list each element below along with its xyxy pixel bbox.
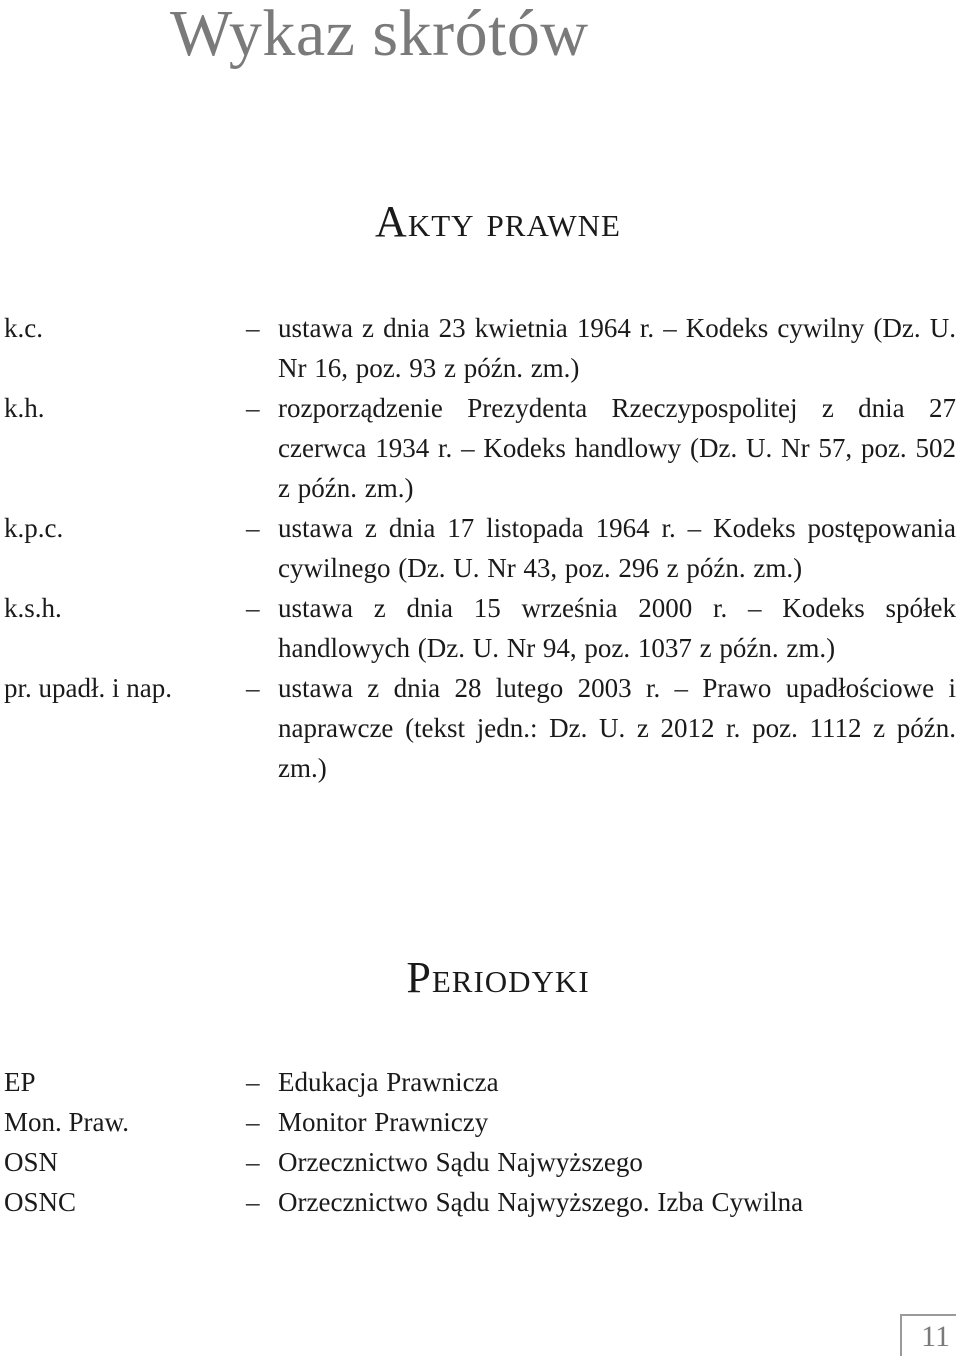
dash-separator: – [246, 593, 260, 623]
dash-separator: – [246, 313, 260, 343]
abbreviation-description: ustawa z dnia 23 kwietnia 1964 r. – Kodeks cywilny (Dz. U. Nr 16, poz. 93 z późn. zm.) [278, 313, 956, 383]
abbreviation-description: rozporządzenie Prezydenta Rzeczypospolitej z dnia 27 czerwca 1934 r. – Kodeks handlowy (Dz. U. Nr 57, poz. 502 z późn. zm.) [278, 393, 956, 503]
abbreviation-entry [4, 508, 956, 588]
abbreviation-description: Edukacja Prawnicza [278, 1067, 499, 1097]
abbreviation-entry [4, 308, 956, 388]
page-title: Wykaz skrótów [170, 0, 589, 70]
abbreviation-description: Orzecznictwo Sądu Najwyższego [278, 1147, 643, 1177]
abbreviation-entry [4, 1142, 956, 1182]
abbreviation: EP [4, 1067, 36, 1097]
dash-separator: – [246, 513, 260, 543]
abbreviation-description: Monitor Prawniczy [278, 1107, 489, 1137]
page-number-box [900, 1314, 956, 1356]
section-heading-legal-acts: Akty prawne [375, 197, 621, 246]
abbreviation: OSN [4, 1147, 59, 1177]
abbreviation: OSNC [4, 1187, 77, 1217]
abbreviation: k.p.c. [4, 513, 64, 543]
dash-separator: – [246, 1107, 260, 1137]
legal-acts-list [4, 308, 956, 788]
dash-separator: – [246, 1067, 260, 1097]
abbreviation-entry [4, 668, 956, 788]
dash-separator: – [246, 393, 260, 423]
abbreviation: k.s.h. [4, 593, 62, 623]
abbreviation: k.h. [4, 393, 45, 423]
dash-separator: – [246, 673, 260, 703]
abbreviation-entry [4, 1062, 956, 1102]
abbreviation: pr. upadł. i nap. [4, 673, 172, 703]
section-heading-periodicals: Periodyki [406, 953, 590, 1002]
periodicals-list [4, 1062, 956, 1222]
dash-separator: – [246, 1187, 260, 1217]
dash-separator: – [246, 1147, 260, 1177]
abbreviation: k.c. [4, 313, 43, 343]
abbreviation-description: ustawa z dnia 15 września 2000 r. – Kodeks spółek handlowych (Dz. U. Nr 94, poz. 1037 z późn. zm.) [278, 593, 956, 663]
abbreviation-entry [4, 1182, 956, 1222]
abbreviation-description: ustawa z dnia 17 listopada 1964 r. – Kodeks postępowania cywilnego (Dz. U. Nr 43, poz. 296 z późn. zm.) [278, 513, 956, 583]
abbreviation-entry [4, 588, 956, 668]
abbreviation: Mon. Praw. [4, 1107, 129, 1137]
abbreviation-entry [4, 1102, 956, 1142]
abbreviation-entry [4, 388, 956, 508]
abbreviation-description: Orzecznictwo Sądu Najwyższego. Izba Cywilna [278, 1187, 804, 1217]
abbreviation-description: ustawa z dnia 28 lutego 2003 r. – Prawo upadłościowe i naprawcze (tekst jedn.: Dz. U. z 2012 r. poz. 1112 z późn. zm.) [278, 673, 956, 783]
page-number: 11 [921, 1320, 950, 1353]
